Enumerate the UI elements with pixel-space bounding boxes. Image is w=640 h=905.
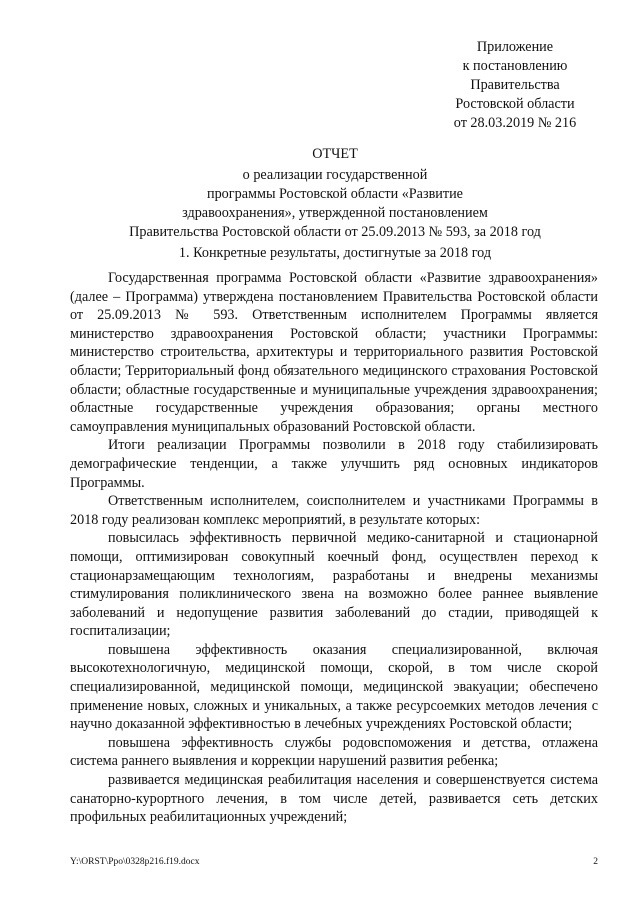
paragraph: повышена эффективность оказания специализированной, включая высокотехнологичную, медицинской помощи, скорой, в том числе скорой специализированной, медицинской помощи, медицинской эвакуации; обеспечено применение новых, сложных и уникальных, а также ресурсоемких методов лечения с научно доказанной эффективностью в лечебных учреждениях Ростовской области; xyxy=(70,641,598,733)
paragraph: повысилась эффективность первичной медико-санитарной и стационарной помощи, оптимизирован совокупный коечный фонд, осуществлен переход к стационарзамещающим технологиям, разработаны и внедрены механизмы стимулирования поликлинического звена на возможно более раннее выявление заболеваний и недопущение развития заболеваний до стадии, приводящей к госпитализации; xyxy=(70,530,598,640)
subtitle-line: Правительства Ростовской области от 25.09.2013 № 593, за 2018 год xyxy=(129,224,541,240)
appendix-line: Ростовской области xyxy=(455,96,575,112)
file-path: Y:\ORST\Ppo\0328p216.f19.docx xyxy=(70,857,200,867)
appendix-line: от 28.03.2019 № 216 xyxy=(453,115,577,131)
appendix-line: Правительства xyxy=(470,77,560,93)
appendix-line: к постановлению xyxy=(462,58,568,74)
section-heading: 1. Конкретные результаты, достигнутые за 2018 год xyxy=(178,245,492,261)
subtitle-line: здравоохранения», утвержденной постановлением xyxy=(182,205,488,221)
appendix-block xyxy=(410,38,620,133)
appendix-line: Приложение xyxy=(476,39,554,55)
paragraph: повышена эффективность службы родовспоможения и детства, отлажена система раннего выявления и коррекции нарушений развития ребенка; xyxy=(70,734,598,770)
paragraph: Итоги реализации Программы позволили в 2018 году стабилизировать демографические тенденции, а также улучшить ряд основных индикаторов Программы. xyxy=(70,437,598,491)
subtitle-line: о реализации государственной xyxy=(242,167,428,183)
report-title: ОТЧЕТ xyxy=(312,146,358,162)
paragraph: Государственная программа Ростовской области «Развитие здравоохранения» (далее – Программа) утверждена постановлением Правительства Ростовской области от 25.09.2013 № 593. Ответственным исполнителем Программы является министерство здравоохранения Ростовской области; участники Программы: министерство строительства, архитектуры и территориального развития Ростовской области; Территориальный фонд обязательного медицинского страхования Ростовской области; областные государственные и муниципальные учреждения здравоохранения; областные государственные учреждения образования; органы местного самоуправления муниципальных образований Ростовской области. xyxy=(70,270,598,435)
subtitle-line: программы Ростовской области «Развитие xyxy=(207,186,463,202)
report-body xyxy=(70,269,598,827)
paragraph: развивается медицинская реабилитация населения и совершенствуется система санаторно-курортного лечения, в том числе детей, развивается сеть детских профильных реабилитационных учреждений; xyxy=(70,772,598,826)
page-number: 2 xyxy=(593,857,598,867)
paragraph: Ответственным исполнителем, соисполнителем и участниками Программы в 2018 году реализован комплекс мероприятий, в результате которых: xyxy=(70,493,598,528)
report-subtitle xyxy=(68,166,602,242)
